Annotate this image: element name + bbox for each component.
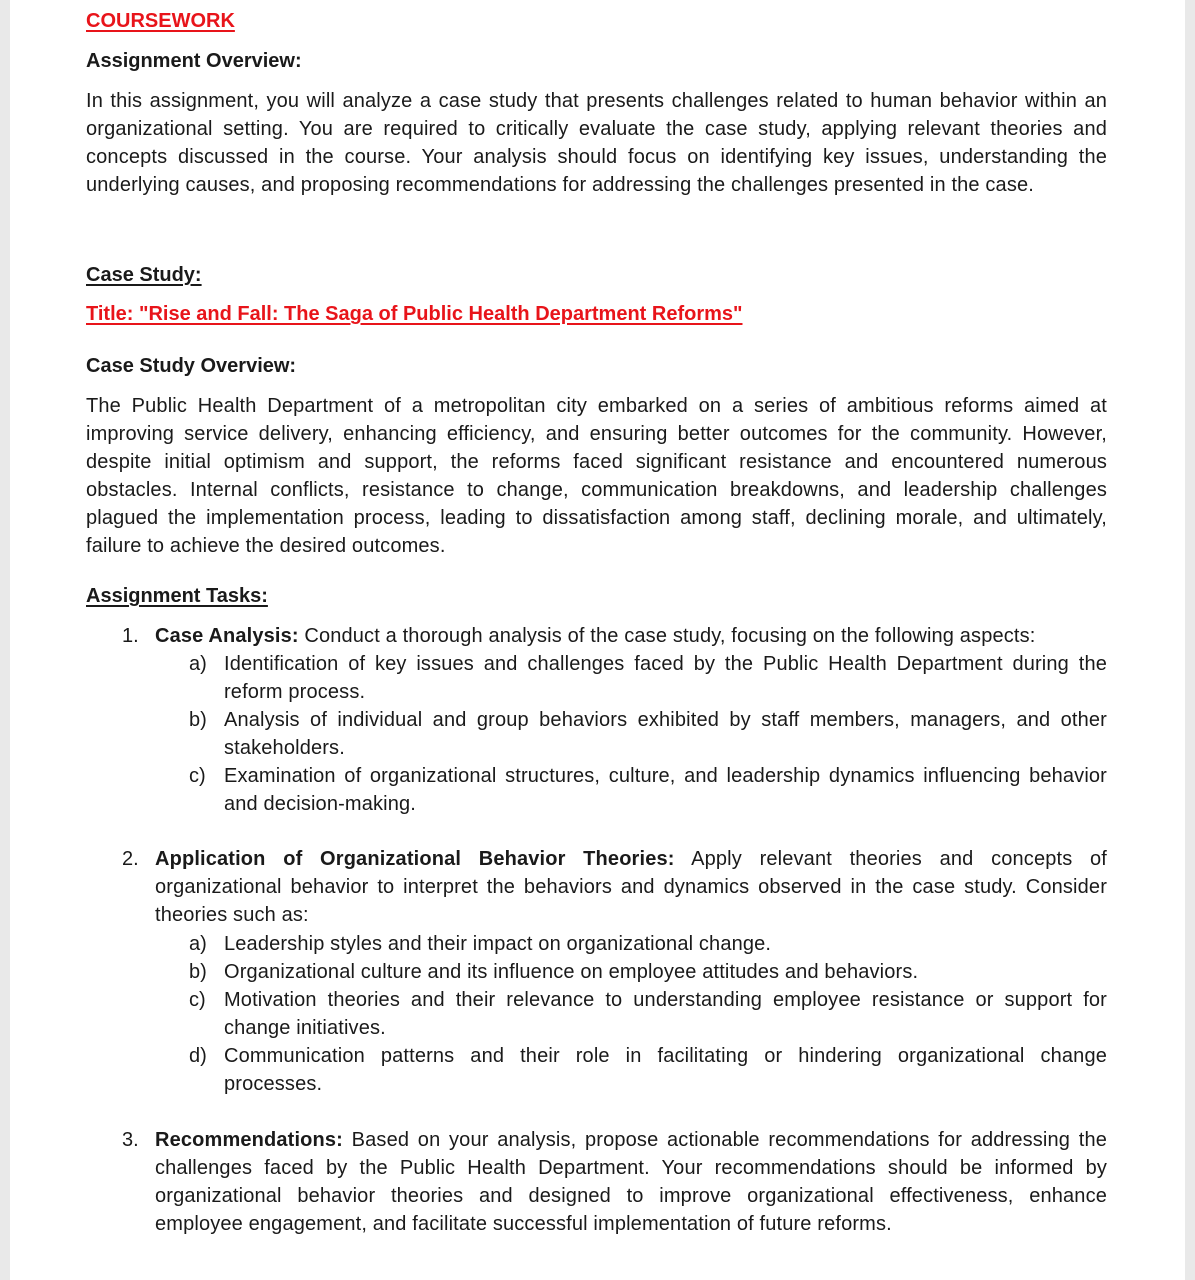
document-page xyxy=(10,0,1185,1280)
case-study-heading: Case Study: xyxy=(86,264,202,286)
assignment-tasks-heading: Assignment Tasks: xyxy=(86,585,268,607)
case-study-overview-text: The Public Health Department of a metropolitan city embarked on a series of ambitious reforms aimed at improving service delivery, enhancing efficiency, and ensuring better outcomes for the community. However, despite initial optimism and support, the reforms faced significant resistance and encountered numerous obstacles. Internal conflicts, resistance to change, communication breakdowns, and leadership challenges plagued the implementation process, leading to dissatisfaction among staff, declining morale, and ultimately, failure to achieve the desired outcomes. xyxy=(86,395,1107,558)
subitem-text: Organizational culture and its influence on employee attitudes and behaviors. xyxy=(224,961,919,983)
task-text: Conduct a thorough analysis of the case study, focusing on the following aspects: xyxy=(298,625,1036,647)
task-text: Apply relevant theories and concepts of organizational behavior to interpret the behaviors and dynamics observed in the case study. Consider theories such as: xyxy=(155,848,1108,927)
subitem-letter: c) xyxy=(189,765,206,787)
task-body xyxy=(155,622,1107,650)
task-text: Based on your analysis, propose actionable recommendations for addressing the challenges faced by the Public Health Department. Your recommendations should be informed by organizational behavior theories and designed to improve organizational effectiveness, enhance employee engagement, and facilitate successful implementation of future reforms. xyxy=(155,1129,1107,1236)
task-title: Recommendations: xyxy=(155,1129,343,1151)
case-study-overview-heading: Case Study Overview: xyxy=(86,355,297,377)
subitem-text: Examination of organizational structures, culture, and leadership dynamics influencing behavior and decision-making. xyxy=(224,765,1107,816)
subitem-letter: a) xyxy=(189,933,207,955)
task-body xyxy=(155,845,1107,929)
assignment-overview-heading: Assignment Overview: xyxy=(86,50,302,72)
task-title: Application of Organizational Behavior Theories: xyxy=(155,848,675,870)
task-title: Case Analysis: xyxy=(155,625,299,647)
task-number: 1. xyxy=(122,625,139,647)
subitem-letter: a) xyxy=(189,653,207,675)
coursework-label: COURSEWORK xyxy=(86,10,235,32)
subitem-text: Communication patterns and their role in facilitating or hindering organizational change processes. xyxy=(224,1045,1107,1096)
assignment-overview-text: In this assignment, you will analyze a case study that presents challenges related to human behavior within an organizational setting. You are required to critically evaluate the case study, applying relevant theories and concepts discussed in the course. Your analysis should focus on identifying key issues, understanding the underlying causes, and proposing recommendations for addressing the challenges presented in the case. xyxy=(86,90,1107,197)
task-body xyxy=(155,1126,1107,1238)
task-number: 3. xyxy=(122,1129,139,1151)
subitem-letter: b) xyxy=(189,961,207,983)
subitem-text: Motivation theories and their relevance to understanding employee resistance or support for change initiatives. xyxy=(224,989,1107,1040)
task-number: 2. xyxy=(122,848,139,870)
subitem-letter: c) xyxy=(189,989,206,1011)
subitem-letter: d) xyxy=(189,1045,207,1067)
subitem-text: Leadership styles and their impact on organizational change. xyxy=(224,933,772,955)
case-study-title: Title: "Rise and Fall: The Saga of Public Health Department Reforms" xyxy=(86,303,743,325)
subitem-letter: b) xyxy=(189,709,207,731)
subitem-text: Identification of key issues and challenges faced by the Public Health Department during the reform process. xyxy=(224,653,1107,704)
subitem-text: Analysis of individual and group behaviors exhibited by staff members, managers, and other stakeholders. xyxy=(224,709,1107,760)
